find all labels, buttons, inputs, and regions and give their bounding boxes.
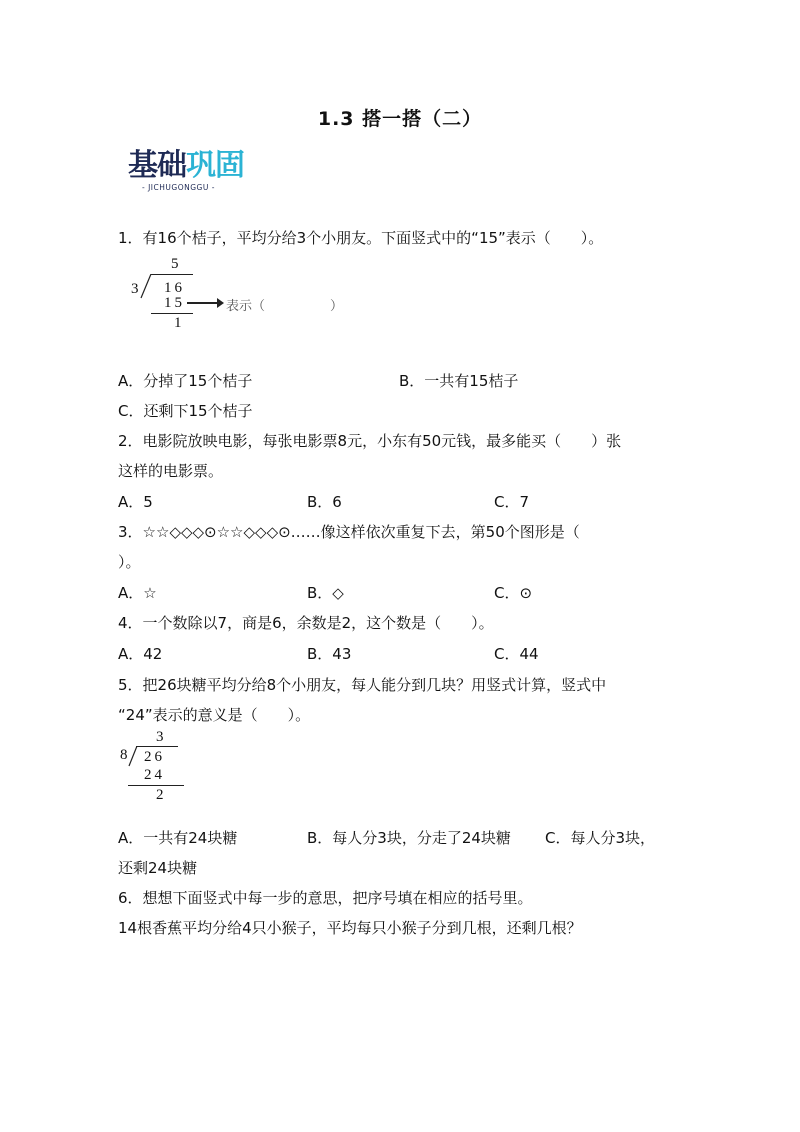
q1-subtraction-line (151, 313, 193, 314)
logo-text-cyan: 巩固 (186, 148, 244, 183)
q5-divisor: 8 (120, 747, 128, 763)
q1-product: 15 (164, 295, 185, 311)
q5-option-a[interactable]: A．一共有24块糖 (118, 829, 238, 847)
logo-subtitle: - JICHUGONGGU - (142, 183, 215, 192)
q2-option-c[interactable]: C．7 (494, 493, 530, 511)
logo-text-dark: 基础 (128, 148, 186, 183)
section-logo (128, 150, 244, 192)
q3-option-a[interactable]: A．☆ (118, 584, 157, 602)
q5-stem-line2: “24”表示的意义是（ ）。 (118, 706, 311, 724)
q3-stem-line1: 3．☆☆◇◇◇⊙☆☆◇◇◇⊙……像这样依次重复下去，第50个图形是（ (118, 523, 580, 541)
q3-option-c[interactable]: C．⊙ (494, 584, 533, 602)
q4-option-c[interactable]: C．44 (494, 645, 539, 663)
q4-option-b[interactable]: B．43 (307, 645, 352, 663)
q1-divisor: 3 (131, 281, 139, 297)
q4-stem: 4．一个数除以7，商是6，余数是2，这个数是（ ）。 (118, 614, 494, 632)
q3-option-b[interactable]: B．◇ (307, 584, 344, 602)
q5-remainder: 2 (156, 787, 164, 803)
q5-division-bar (136, 746, 178, 747)
q3-stem-line2: ）。 (118, 553, 141, 571)
q5-quotient: 3 (156, 729, 164, 745)
q1-dividend: 16 (164, 280, 185, 296)
q1-note: 表示（ ） (226, 299, 344, 314)
q2-option-b[interactable]: B．6 (307, 493, 342, 511)
q2-stem-line2: 这样的电影票。 (118, 462, 224, 480)
q1-option-b[interactable]: B．一共有15桔子 (399, 372, 519, 390)
q1-division-bar (151, 274, 193, 275)
page-title: 1.3 搭一搭（二） (317, 108, 483, 130)
q1-stem: 1．有16个桔子，平均分给3个小朋友。下面竖式中的“15”表示（ ）。 (118, 229, 604, 247)
q1-remainder: 1 (174, 315, 182, 331)
q5-subtraction-line (128, 785, 184, 786)
q6-sub-question: 14根香蕉平均分给4只小猴子，平均每只小猴子分到几根，还剩几根？ (118, 919, 582, 937)
q5-division-bracket (128, 746, 140, 768)
q5-option-c-continued: 还剩24块糖 (118, 859, 198, 877)
q1-division-bracket (140, 274, 154, 300)
q5-dividend: 26 (144, 749, 165, 765)
q1-quotient: 5 (171, 256, 179, 272)
q5-product: 24 (144, 767, 165, 783)
q6-stem: 6．想想下面竖式中每一步的意思，把序号填在相应的括号里。 (118, 889, 533, 907)
q5-stem-line1: 5．把26块糖平均分给8个小朋友，每人能分到几块？用竖式计算，竖式中 (118, 676, 607, 694)
q2-option-a[interactable]: A．5 (118, 493, 153, 511)
q5-option-b[interactable]: B．每人分3块，分走了24块糖 (307, 829, 511, 847)
q1-option-a[interactable]: A．分掉了15个桔子 (118, 372, 253, 390)
q2-stem-line1: 2．电影院放映电影，每张电影票8元，小东有50元钱，最多能买（ ）张 (118, 432, 622, 450)
q5-option-c[interactable]: C．每人分3块， (545, 829, 656, 847)
q4-option-a[interactable]: A．42 (118, 645, 163, 663)
arrow-right-icon (187, 297, 225, 309)
q1-option-c[interactable]: C．还剩下15个桔子 (118, 402, 253, 420)
